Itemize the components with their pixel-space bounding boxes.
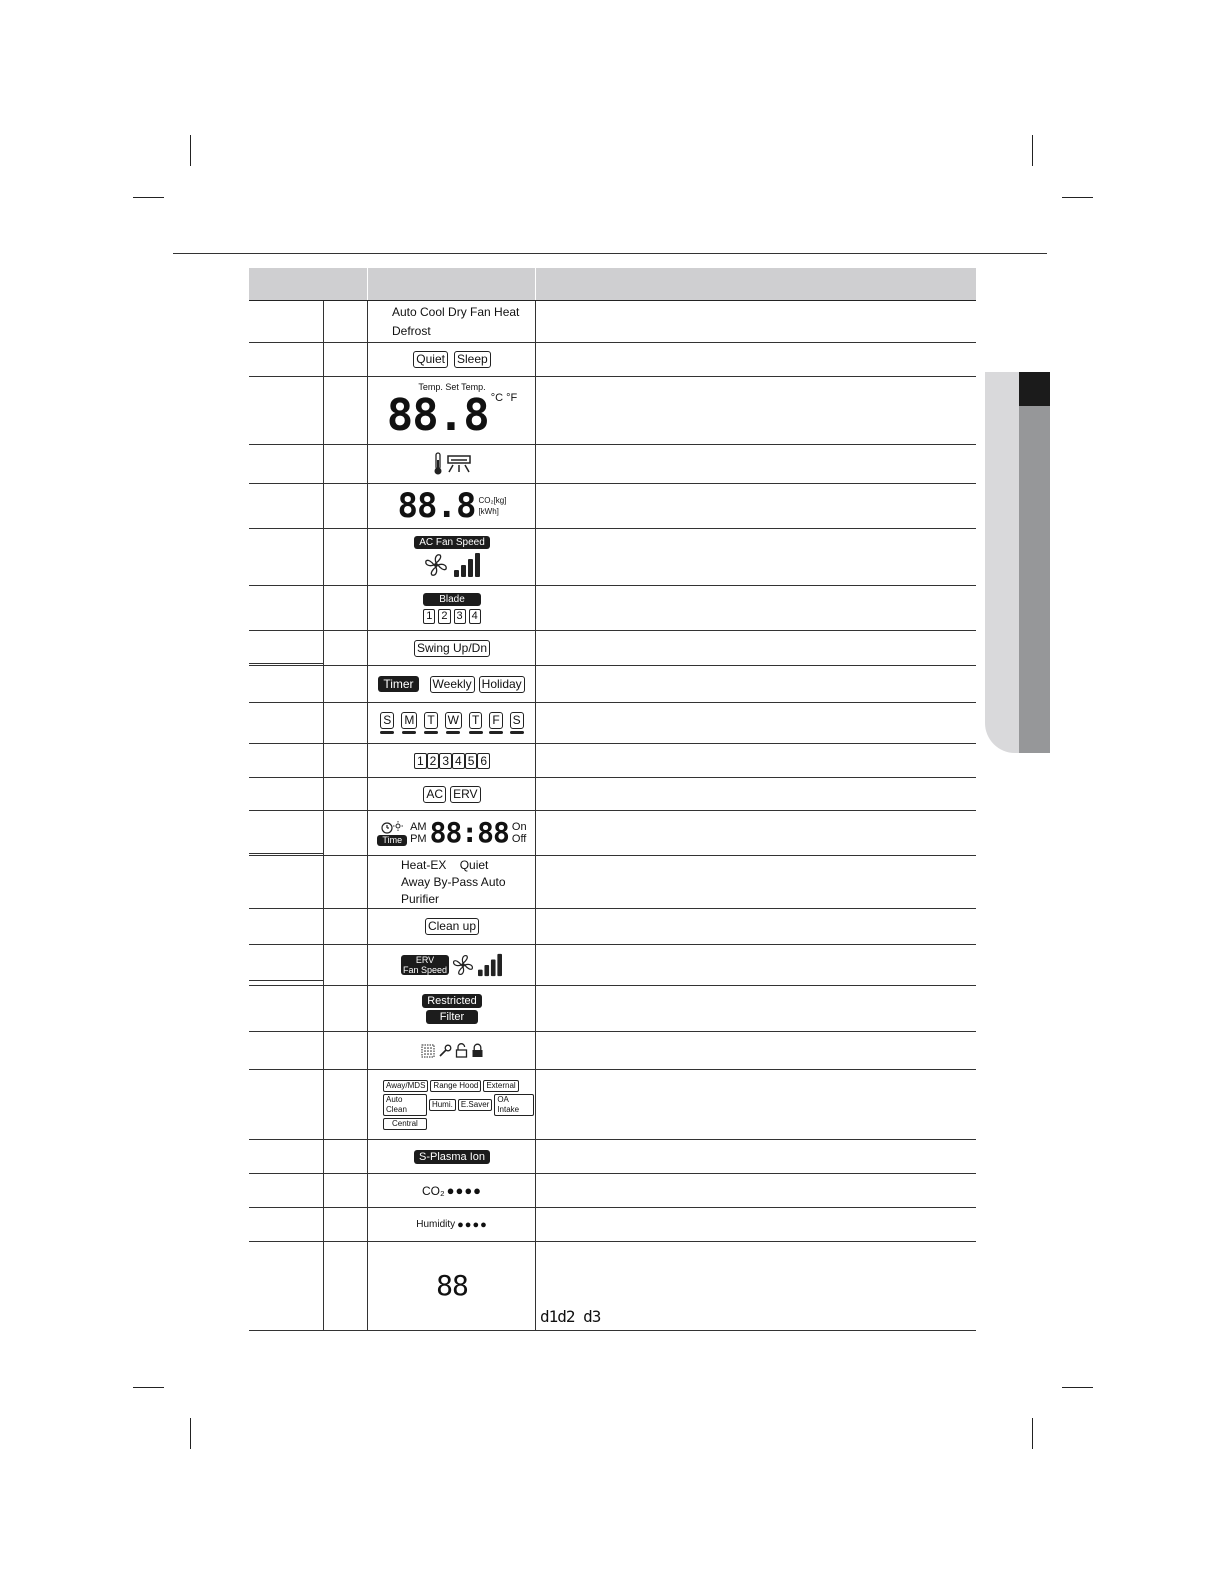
table-row [249, 945, 976, 986]
side-tab-marker [1019, 372, 1050, 406]
table-row [249, 529, 976, 586]
erv-fan-speed-badge [401, 955, 449, 975]
table-row [249, 778, 976, 811]
crop-mark-bottom-right-h [1062, 1387, 1093, 1388]
program-number: 3 [439, 753, 452, 769]
day-box: M [401, 712, 417, 729]
program-number: 2 [427, 753, 440, 769]
status-box-humi: Humi. [429, 1099, 456, 1111]
clock-sun-icon [381, 821, 403, 834]
mode-line: Defrost [392, 324, 431, 338]
fan-icon [451, 953, 475, 977]
mode-display [367, 301, 535, 342]
table-row [249, 301, 976, 343]
ac-fan-speed-badge: AC Fan Speed [414, 536, 490, 549]
display-table [249, 268, 976, 1331]
header-rule [173, 253, 1047, 254]
side-tab [985, 372, 1019, 753]
table-row [249, 377, 976, 445]
erv-mode-line: Purifier [401, 892, 440, 906]
day-box: T [469, 712, 482, 729]
status-box-external: External [483, 1080, 518, 1092]
crop-mark-bottom-left-v [190, 1418, 191, 1449]
humidity-level-dots: ●●●● [457, 1218, 488, 1231]
erv-fan-speed-line: Fan Speed [402, 965, 448, 975]
table-row [249, 703, 976, 744]
crop-mark-bottom-right-v [1032, 1418, 1033, 1449]
blade-number: 4 [469, 609, 481, 624]
table-row [249, 631, 976, 666]
program-number: 1 [414, 753, 427, 769]
sleep-box: Sleep [454, 351, 491, 368]
table-row [249, 1174, 976, 1208]
mode-line: Auto Cool Dry Fan Heat [392, 305, 520, 319]
crop-mark-bottom-left-h [133, 1387, 164, 1388]
table-row [249, 986, 976, 1032]
wrench-icon [438, 1044, 452, 1058]
co2-level-label: CO₂ [421, 1183, 445, 1198]
pm-label: PM [410, 833, 427, 845]
table-row [249, 1140, 976, 1174]
crop-mark-top-left-h [133, 197, 164, 198]
status-box-range-hood: Range Hood [430, 1080, 481, 1092]
table-row [249, 484, 976, 529]
co2-level-dots: ●●●● [446, 1183, 483, 1198]
clean-up-box: Clean up [425, 918, 479, 935]
blade-number: 3 [454, 609, 466, 624]
signal-bars-icon [477, 953, 503, 977]
program-number: 4 [452, 753, 465, 769]
status-box-away-mds: Away/MDS [383, 1080, 428, 1092]
day-box: T [424, 712, 437, 729]
s-plasma-ion-badge: S-Plasma Ion [414, 1150, 490, 1164]
temp-units: °C °F [490, 392, 518, 404]
day-box: S [510, 712, 524, 729]
table-row [249, 445, 976, 484]
blade-number: 2 [438, 609, 450, 624]
am-label: AM [410, 821, 427, 833]
thermometer-icon [433, 452, 443, 476]
erv-mode-line: Heat-EX Quiet [401, 858, 489, 872]
side-tab-stripe [1019, 372, 1050, 753]
table-row [249, 856, 976, 909]
table-row [249, 666, 976, 703]
program-number: 5 [465, 753, 478, 769]
off-label: Off [511, 833, 527, 845]
indoor-unit-icon [447, 454, 471, 474]
blade-badge: Blade [423, 593, 481, 606]
temp-digits: 88.8 [386, 390, 489, 441]
crop-mark-top-right-h [1062, 197, 1093, 198]
quiet-box: Quiet [413, 351, 448, 368]
lock-icon [471, 1043, 484, 1058]
status-box-e-saver: E.Saver [458, 1099, 492, 1111]
table-row [249, 343, 976, 377]
table-row [249, 909, 976, 945]
erv-box: ERV [450, 786, 480, 803]
crop-mark-top-right-v [1032, 135, 1033, 166]
table-row [249, 1242, 976, 1331]
error-code-digits: 88 [436, 1269, 468, 1302]
blade-number: 1 [423, 609, 435, 624]
table-row [249, 586, 976, 631]
table-row [249, 1070, 976, 1140]
day-box: S [380, 712, 394, 729]
temp-label: Temp. Set Temp. [418, 382, 486, 392]
filter-icon [421, 1044, 435, 1058]
humidity-level-label: Humidity [416, 1218, 456, 1230]
erv-mode-line: Away By-Pass Auto [401, 875, 506, 889]
erv-fan-speed-line: ERV [415, 955, 435, 965]
kwh-unit: [kWh] [478, 507, 499, 516]
table-header [249, 268, 976, 301]
time-badge: Time [377, 835, 407, 846]
error-code-segments: d1d2 d3 [540, 1307, 601, 1326]
table-row [249, 1208, 976, 1242]
weekly-box: Weekly [430, 676, 475, 693]
program-number: 6 [477, 753, 490, 769]
co2-unit: CO₂[kg] [478, 496, 507, 505]
status-box-central: Central [383, 1118, 427, 1130]
holiday-box: Holiday [479, 676, 525, 693]
clock-digits: 88:88 [429, 816, 509, 849]
unlock-icon [455, 1043, 468, 1058]
on-label: On [511, 821, 527, 833]
table-row [249, 1032, 976, 1070]
signal-bars-icon [453, 552, 481, 578]
co2-digits: 88.8 [397, 486, 476, 526]
status-box-oa-intake: OA Intake [494, 1094, 534, 1116]
table-row [249, 744, 976, 778]
status-box-auto-clean: Auto Clean [383, 1094, 427, 1116]
ac-box: AC [423, 786, 446, 803]
fan-icon [423, 552, 449, 578]
crop-mark-top-left-v [190, 135, 191, 166]
day-box: F [489, 712, 502, 729]
restricted-badge: Restricted [422, 994, 482, 1008]
timer-badge: Timer [378, 676, 418, 692]
swing-box: Swing Up/Dn [414, 640, 490, 657]
table-row [249, 811, 976, 856]
filter-badge: Filter [426, 1010, 478, 1024]
day-box: W [445, 712, 462, 729]
